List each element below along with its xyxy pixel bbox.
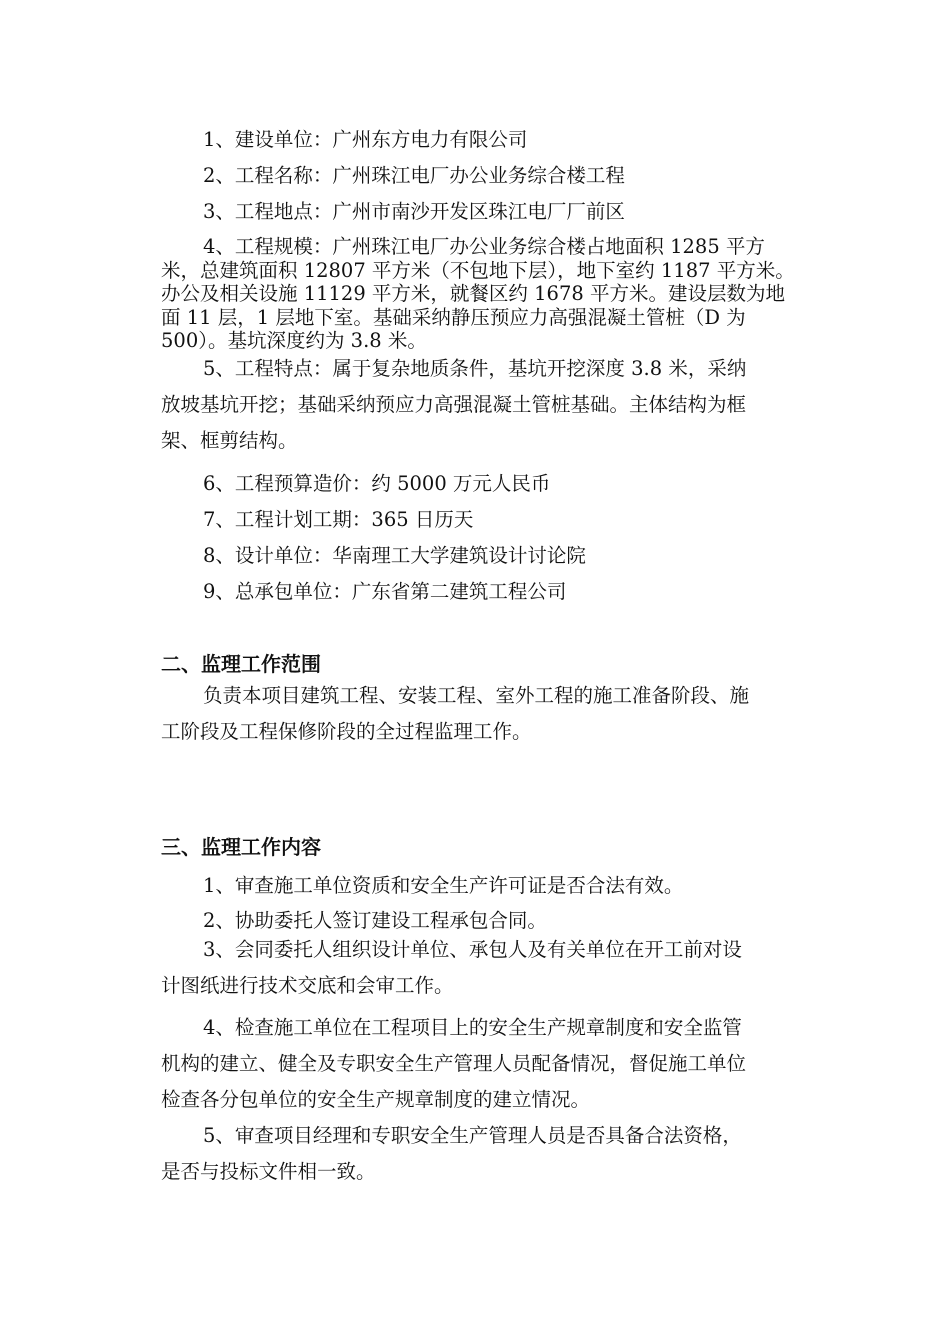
supervision-item-4-line: 4、检查施工单位在工程项目上的安全生产规章制度和安全监管: [203, 1016, 742, 1039]
project-info-item-9: 9、总承包单位：广东省第二建筑工程公司: [203, 580, 567, 603]
item-4-line: 面 11 层，1 层地下室。基础采纳静压预应力高强混凝土管桩（D 为: [161, 305, 746, 329]
supervision-item-4-line: 检查各分包单位的安全生产规章制度的建立情况。: [161, 1088, 591, 1111]
item-5-line: 架、框剪结构。: [161, 429, 298, 452]
supervision-item-1: 1、审查施工单位资质和安全生产许可证是否合法有效。: [203, 874, 684, 897]
supervision-item-3: [161, 932, 841, 1004]
section-2-line: 负责本项目建筑工程、安装工程、室外工程的施工准备阶段、施: [203, 684, 750, 707]
supervision-item-5: [161, 1118, 841, 1190]
supervision-item-4-line: 机构的建立、健全及专职安全生产管理人员配备情况，督促施工单位: [161, 1052, 747, 1075]
supervision-item-2: 2、协助委托人签订建设工程承包合同。: [203, 909, 547, 932]
supervision-item-3-line: 计图纸进行技术交底和会审工作。: [161, 974, 454, 997]
supervision-item-4: [161, 1010, 841, 1118]
project-info-item-4: [161, 235, 841, 353]
supervision-item-5-line: 5、审查项目经理和专职安全生产管理人员是否具备合法资格，: [203, 1124, 742, 1147]
item-4-line: 500）。基坑深度约为 3.8 米。: [161, 329, 427, 352]
project-info-item-5: [161, 351, 841, 459]
project-info-item-8: 8、设计单位：华南理工大学建筑设计讨论院: [203, 544, 586, 567]
section-3-heading: 三、监理工作内容: [161, 835, 321, 859]
project-info-item-3: 3、工程地点：广州市南沙开发区珠江电厂厂前区: [203, 200, 625, 223]
item-4-line: 办公及相关设施 11129 平方米，就餐区约 1678 平方米。建设层数为地: [161, 282, 785, 305]
project-info-item-7: 7、工程计划工期：365 日历天: [203, 508, 474, 531]
project-info-item-6: 6、工程预算造价：约 5000 万元人民币: [203, 472, 551, 495]
supervision-item-3-line: 3、会同委托人组织设计单位、承包人及有关单位在开工前对设: [203, 938, 742, 961]
section-2-body: [161, 678, 841, 750]
supervision-item-5-line: 是否与投标文件相一致。: [161, 1160, 376, 1183]
section-2-heading: 二、监理工作范围: [161, 652, 321, 676]
project-info-item-2: 2、工程名称：广州珠江电厂办公业务综合楼工程: [203, 164, 625, 187]
item-4-line: 米，总建筑面积 12807 平方米（不包地下层），地下室约 1187 平方米。: [161, 258, 795, 282]
item-4-line: 4、工程规模：广州珠江电厂办公业务综合楼占地面积 1285 平方: [203, 235, 765, 258]
section-2-line: 工阶段及工程保修阶段的全过程监理工作。: [161, 720, 532, 743]
item-5-line: 放坡基坑开挖；基础采纳预应力高强混凝土管桩基础。主体结构为框: [161, 393, 747, 416]
item-5-line: 5、工程特点：属于复杂地质条件，基坑开挖深度 3.8 米，采纳: [203, 357, 747, 380]
project-info-item-1: 1、建设单位：广州东方电力有限公司: [203, 128, 528, 151]
